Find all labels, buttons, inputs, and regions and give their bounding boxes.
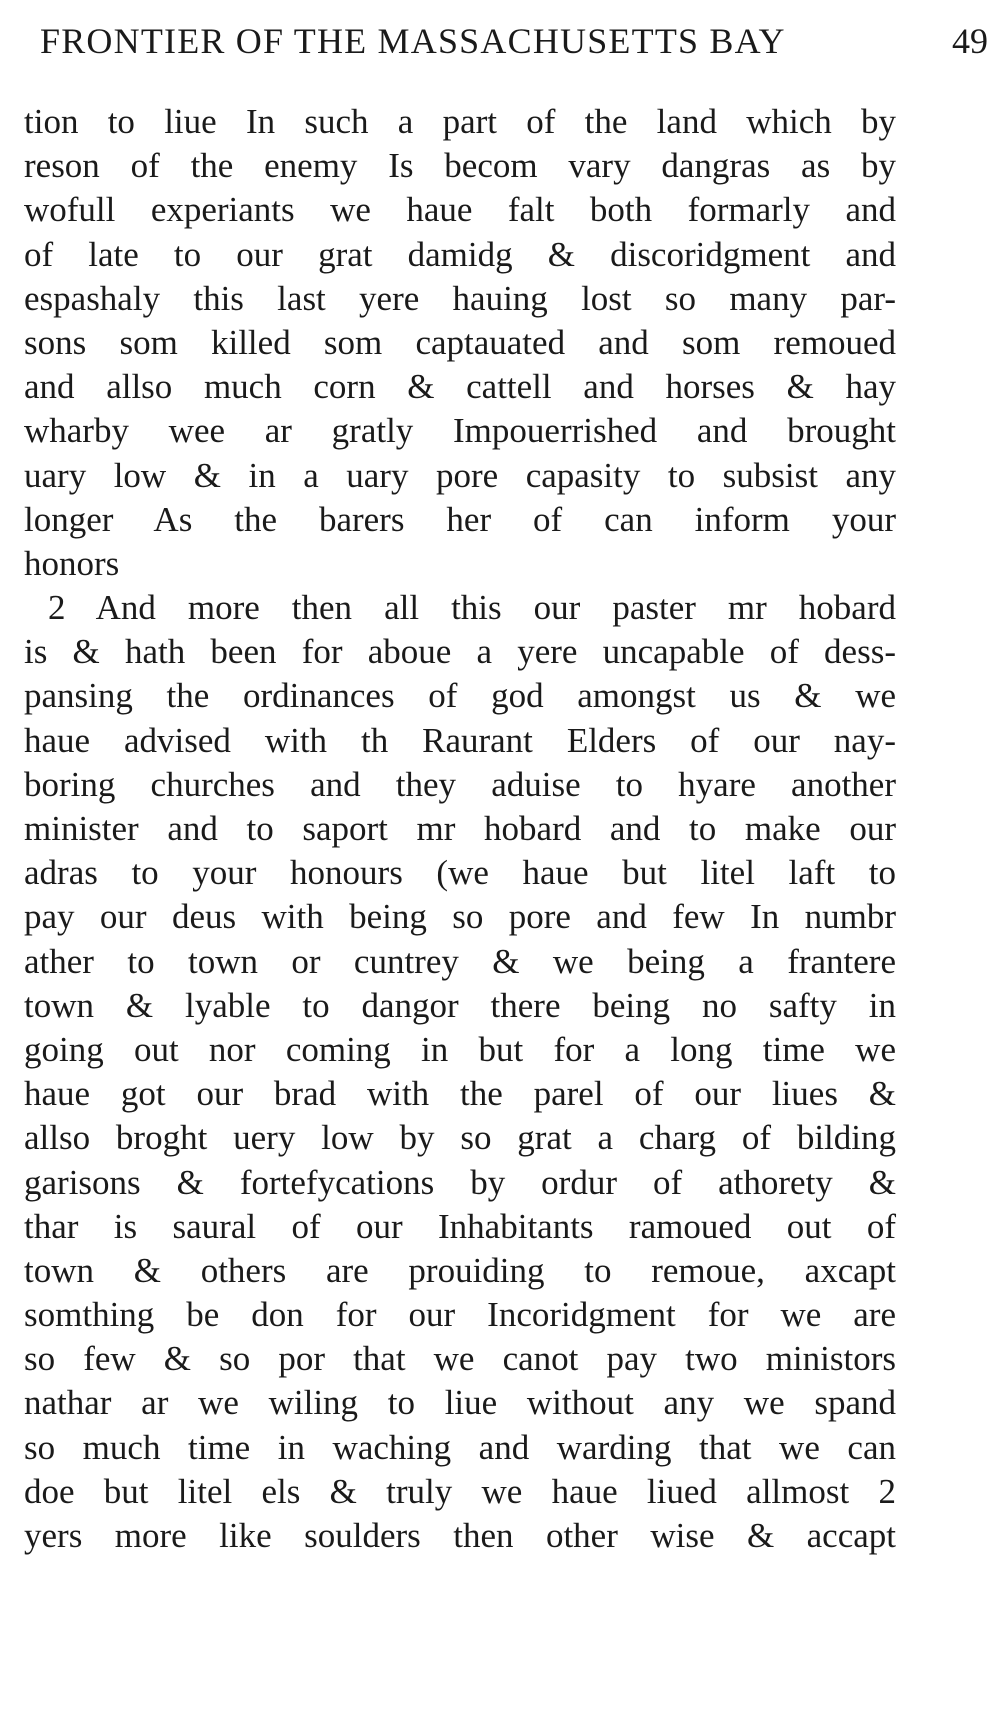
text-line: yers more like soulders then other wise & accapt (24, 1516, 896, 1555)
text-line: haue got our brad with the parel of our liues & (24, 1074, 896, 1114)
text-line: sons som killed som captauated and som remoued (24, 322, 896, 362)
text-line: wharby wee ar gratly Impouerrished and brought (24, 411, 896, 451)
text-line: and allso much corn & cattell and horses & hay (24, 367, 896, 407)
text-line: so much time in waching and warding that we can (24, 1427, 896, 1467)
text-line: thar is saural of our Inhabitants ramoued out of (24, 1206, 896, 1246)
text-line: going out nor coming in but for a long time we (24, 1029, 896, 1069)
paragraph-start-line: 2 And more then all this our paster mr hobard (48, 588, 896, 628)
text-line: is & hath been for aboue a yere uncapable of dess- (24, 632, 896, 672)
text-line: haue advised with th Raurant Elders of our nay- (24, 720, 896, 760)
text-line: tion to liue In such a part of the land which by (24, 102, 896, 141)
text-line: of late to our grat damidg & discoridgment and (24, 234, 896, 274)
text-line: town & others are prouiding to remoue, axcapt (24, 1250, 896, 1290)
text-line: reson of the enemy Is becom vary dangras as by (24, 146, 896, 186)
text-line: somthing be don for our Incoridgment for we are (24, 1295, 896, 1335)
text-line: so few & so por that we canot pay two ministors (24, 1339, 896, 1379)
text-line: uary low & in a uary pore capasity to subsist any (24, 455, 896, 495)
text-line: minister and to saport mr hobard and to make our (24, 809, 896, 848)
running-head (0, 16, 1000, 66)
text-line: nathar ar we wiling to liue without any we spand (24, 1383, 896, 1423)
text-line: doe but litel els & truly we haue liued allmost 2 (24, 1471, 896, 1511)
text-line: pansing the ordinances of god amongst us & we (24, 676, 896, 716)
text-line: boring churches and they aduise to hyare another (24, 764, 896, 804)
running-title: FRONTIER OF THE MASSACHUSETTS BAY (40, 21, 786, 61)
text-line: garisons & fortefycations by ordur of athorety & (24, 1162, 896, 1202)
text-line: wofull experiants we haue falt both formarly and (24, 190, 896, 230)
body-text (24, 100, 896, 1558)
text-line: adras to your honours (we haue but litel laft to (24, 853, 896, 893)
text-line: pay our deus with being so pore and few In numbr (24, 897, 896, 937)
paragraph-end-line: honors (24, 543, 120, 583)
text-line: longer As the barers her of can inform your (24, 499, 896, 539)
text-line: town & lyable to dangor there being no safty in (24, 985, 896, 1025)
text-line: ather to town or cuntrey & we being a frantere (24, 941, 896, 981)
page-number: 49 (952, 21, 988, 61)
text-line: espashaly this last yere hauing lost so many par- (24, 278, 896, 318)
text-line: allso broght uery low by so grat a charg of bilding (24, 1118, 896, 1158)
